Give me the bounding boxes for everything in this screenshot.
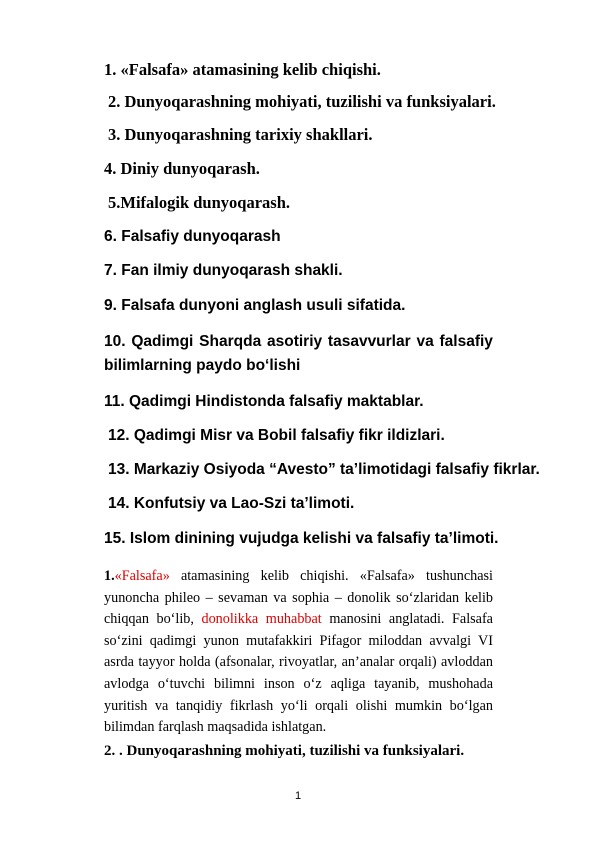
page-number: 1 [294,790,302,802]
toc-item-10-word: falsafiy [439,333,493,350]
toc-item-10-word: va [416,333,434,350]
toc-item-9: 9. Falsafa dunyoni anglash usuli sifatida. [104,297,406,314]
toc-item-10-line1 [104,333,493,351]
body-paragraph-1 [104,566,493,739]
toc-item-5: 5.Mifalogik dunyoqarash. [108,193,290,212]
toc-item-10-word: asotiriy [266,333,323,350]
highlight-falsafa: «Falsafa» [114,568,170,584]
toc-item-10-word: Qadimgi [131,333,194,350]
toc-item-3: 3. Dunyoqarashning tarixiy shakllari. [108,125,373,144]
paragraph-text-part1: atamasining kelib chiqishi. «Falsafa» tushunchasi yunoncha phileo – sevaman va sophia – donolik so‘zlaridan kelib chiqqan bo‘lib, [104,568,493,628]
toc-item-12: 12. Qadimgi Misr va Bobil falsafiy fikr ildizlari. [108,427,445,444]
toc-item-2: 2. Dunyoqarashning mohiyati, tuzilishi va funksiyalari. [108,92,496,111]
toc-item-15: 15. Islom dinining vujudga kelishi va falsafiy ta’limoti. [104,530,499,547]
toc-item-14: 14. Konfutsiy va Lao-Szi ta’limoti. [108,495,355,512]
section-2-heading: 2. . Dunyoqarashning mohiyati, tuzilishi va funksiyalari. [104,743,465,759]
toc-item-10-word: tasavvurlar [327,333,411,350]
toc-item-7: 7. Fan ilmiy dunyoqarash shakli. [104,262,343,279]
toc-item-10-word: Sharqda [199,333,262,350]
toc-item-1: 1. «Falsafa» atamasining kelib chiqishi. [104,60,381,79]
paragraph-text-part2: manosini anglatadi. Falsafa so‘zini qadimgi yunon mutafakkiri Pifagor miloddan avvalgi VI asrda tayyor holda (afsonalar, rivoyatlar, an’analar orqali) avloddan avlodga o‘tuvchi bilimni inson o‘z aqliga tayanib, mushohada yuritish va tanqidiy fikrlash yo‘li orqali olishi mumkin bo‘lgan bilimdan farqlash maqsadida ishlatgan. [104,611,493,736]
toc-item-6: 6. Falsafiy dunyoqarash [104,228,281,245]
toc-item-11: 11. Qadimgi Hindistonda falsafiy maktablar. [104,393,424,410]
toc-item-4: 4. Diniy dunyoqarash. [104,159,260,178]
toc-item-10-line2: bilimlarning paydo bo‘lishi [104,357,301,374]
toc-item-13: 13. Markaziy Osiyoda “Avesto” ta’limotidagi falsafiy fikrlar. [108,461,540,478]
toc-item-10-word: 10. [104,333,126,350]
paragraph-number: 1. [104,568,115,584]
highlight-donolikka-muhabbat: donolikka muhabbat [193,611,322,628]
